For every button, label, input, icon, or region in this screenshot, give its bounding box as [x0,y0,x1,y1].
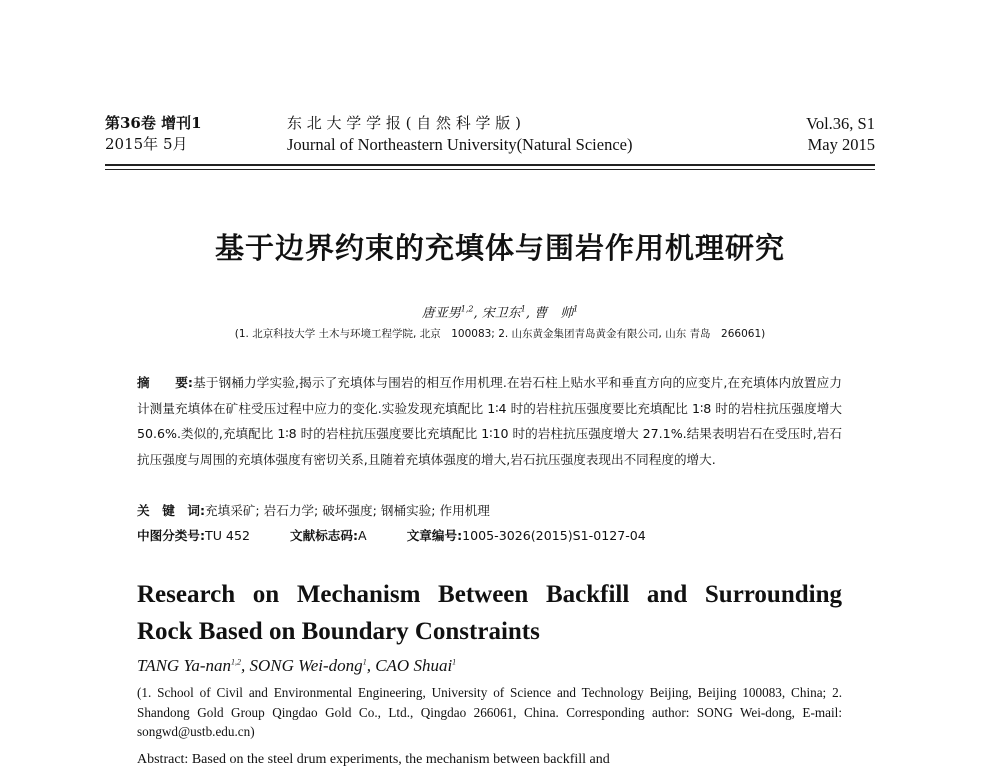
abstract-label: 摘 要: [137,375,193,390]
volume-en: Vol.36, S1 [806,114,875,133]
article-no-label: 文章编号: [406,528,463,543]
journal-name-cn: 东 北 大 学 学 报 ( 自 然 科 学 版 ) [287,114,521,132]
author: SONG Wei-dong [249,656,363,675]
affiliations-en: (1. School of Civil and Environmental Engineering, University of Science and Technology Beijing, Beijing 100083, China; 2. Shandong Gold Group Qingdao Gold Co., Ltd., Qingdao 266061, China. Corresponding author: SONG Wei-dong, E-mail: songwd@ustb.edu.cn) [137,685,842,739]
paper-title-en-line1: Research on Mechanism Between Backfill and Surrounding [137,581,842,608]
author: 唐亚男 [421,306,461,321]
keywords-text: 充填采矿; 岩石力学; 破坏强度; 钢桶实验; 作用机理 [205,503,490,518]
author: CAO Shuai [375,656,453,675]
authors-en: TANG Ya-nan$^{1,2}$, SONG Wei-dong$^1$, CAO Shuai$^1$ [137,656,457,675]
paper-title-cn: 基于边界约束的充填体与围岩作用机理研究 [214,231,785,265]
paper-title-en-line2: Rock Based on Boundary Constraints [137,618,540,645]
authors-cn: 唐亚男$^{1,2}$, 宋卫东$^1$, 曹 帅$^1$ [421,304,579,321]
issue-date-en: May 2015 [807,135,875,154]
affiliations-cn: (1. 北京科技大学 土木与环境工程学院, 北京 100083; 2. 山东黄金集团青岛黄金有限公司, 山东 青岛 266061) [234,328,766,340]
doc-code-label: 文献标志码: [290,528,359,543]
clc-label: 中图分类号: [137,528,206,543]
author-affil-sup: 1 [362,657,367,667]
abstract-cn [137,370,842,472]
author: 宋卫东 [481,306,521,321]
classification-line [137,523,842,549]
journal-name-en: Journal of Northeastern University(Natural Science) [287,135,633,154]
keywords-cn [137,498,842,524]
issue-date-cn: 2015年 5月 [105,135,188,153]
author: TANG Ya-nan [137,656,231,675]
header-rule-top [105,164,875,166]
volume-issue: 第36卷 增刊1 [105,114,202,132]
doc-code-value: A [358,528,367,543]
author: 曹 帅 [534,306,574,321]
article-no-value: 1005-3026(2015)S1-0127-04 [462,528,646,543]
author-affil-sup: 1,2 [231,657,241,667]
clc-value: TU 452 [205,528,250,543]
keywords-label: 关 键 词: [137,503,206,518]
abstract-en-partial: Abstract: Based on the steel drum experiments, the mechanism between backfill and [137,752,610,767]
abstract-text: 基于钢桶力学实验,揭示了充填体与围岩的相互作用机理.在岩石柱上贴水平和垂直方向的应变片,在充填体内放置应力计测量充填体在矿柱受压过程中应力的变化.实验发现充填配比 1∶4 时的岩柱抗压强度要比充填配比 1∶8 时的岩柱抗压强度增大 50.6%.类似的,充填配比 1∶8 时的岩柱抗压强度要比充填配比 1∶10 时的岩柱抗压强度增大 27.1%.结果表明岩石在受压时,岩石抗压强度与周围的充填体强度有密切关系,且随着充填体强度的增大,岩石抗压强度表现出不同程度的增大. [137,375,842,467]
author-affil-sup: 1,2 [460,304,474,314]
author-affil-sup: 1 [573,304,579,314]
header-rule-bottom [105,169,875,170]
author-affil-sup: 1 [452,657,457,667]
author-affil-sup: 1 [520,304,526,314]
